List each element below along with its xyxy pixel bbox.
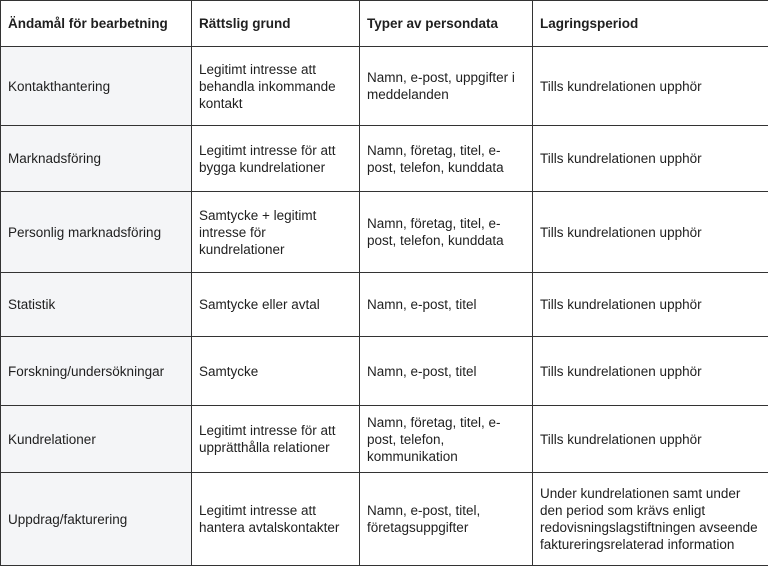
cell-purpose: Personlig marknadsföring (1, 192, 192, 273)
cell-retention-period: Tills kundrelationen upphör (533, 337, 768, 406)
cell-retention-period: Tills kundrelationen upphör (533, 192, 768, 273)
cell-legal-basis: Samtycke + legitimt intresse för kundrelationer (192, 192, 360, 273)
cell-purpose: Uppdrag/fakturering (1, 473, 192, 566)
cell-data-types: Namn, företag, titel, e-post, telefon, kunddata (360, 192, 533, 273)
cell-retention-period: Tills kundrelationen upphör (533, 47, 768, 126)
table-row (1, 406, 768, 473)
cell-retention-period: Under kundrelationen samt under den period som krävs enligt redovisningslagstiftningen avseende faktureringsrelaterad information (533, 473, 768, 566)
table-header-row (1, 1, 768, 47)
cell-data-types: Namn, e-post, titel (360, 337, 533, 406)
cell-legal-basis: Legitimt intresse för att bygga kundrelationer (192, 126, 360, 192)
cell-purpose: Kundrelationer (1, 406, 192, 473)
cell-legal-basis: Legitimt intresse för att upprätthålla relationer (192, 406, 360, 473)
table-row (1, 126, 768, 192)
table-row (1, 192, 768, 273)
table-row (1, 473, 768, 566)
cell-retention-period: Tills kundrelationen upphör (533, 126, 768, 192)
cell-purpose: Marknadsföring (1, 126, 192, 192)
cell-data-types: Namn, e-post, uppgifter i meddelanden (360, 47, 533, 126)
cell-data-types: Namn, e-post, titel (360, 273, 533, 337)
table-row (1, 47, 768, 126)
table-row (1, 337, 768, 406)
cell-data-types: Namn, e-post, titel, företagsuppgifter (360, 473, 533, 566)
header-legal-basis: Rättslig grund (192, 1, 360, 47)
cell-legal-basis: Legitimt intresse att hantera avtalskontakter (192, 473, 360, 566)
cell-retention-period: Tills kundrelationen upphör (533, 406, 768, 473)
header-purpose: Ändamål för bearbetning (1, 1, 192, 47)
cell-retention-period: Tills kundrelationen upphör (533, 273, 768, 337)
header-data-types: Typer av persondata (360, 1, 533, 47)
cell-legal-basis: Legitimt intresse att behandla inkommande kontakt (192, 47, 360, 126)
cell-legal-basis: Samtycke (192, 337, 360, 406)
header-retention-period: Lagringsperiod (533, 1, 768, 47)
cell-purpose: Statistik (1, 273, 192, 337)
table-row (1, 273, 768, 337)
cell-data-types: Namn, företag, titel, e-post, telefon, kunddata (360, 126, 533, 192)
cell-legal-basis: Samtycke eller avtal (192, 273, 360, 337)
cell-purpose: Forskning/undersökningar (1, 337, 192, 406)
cell-data-types: Namn, företag, titel, e-post, telefon, kommunikation (360, 406, 533, 473)
cell-purpose: Kontakthantering (1, 47, 192, 126)
